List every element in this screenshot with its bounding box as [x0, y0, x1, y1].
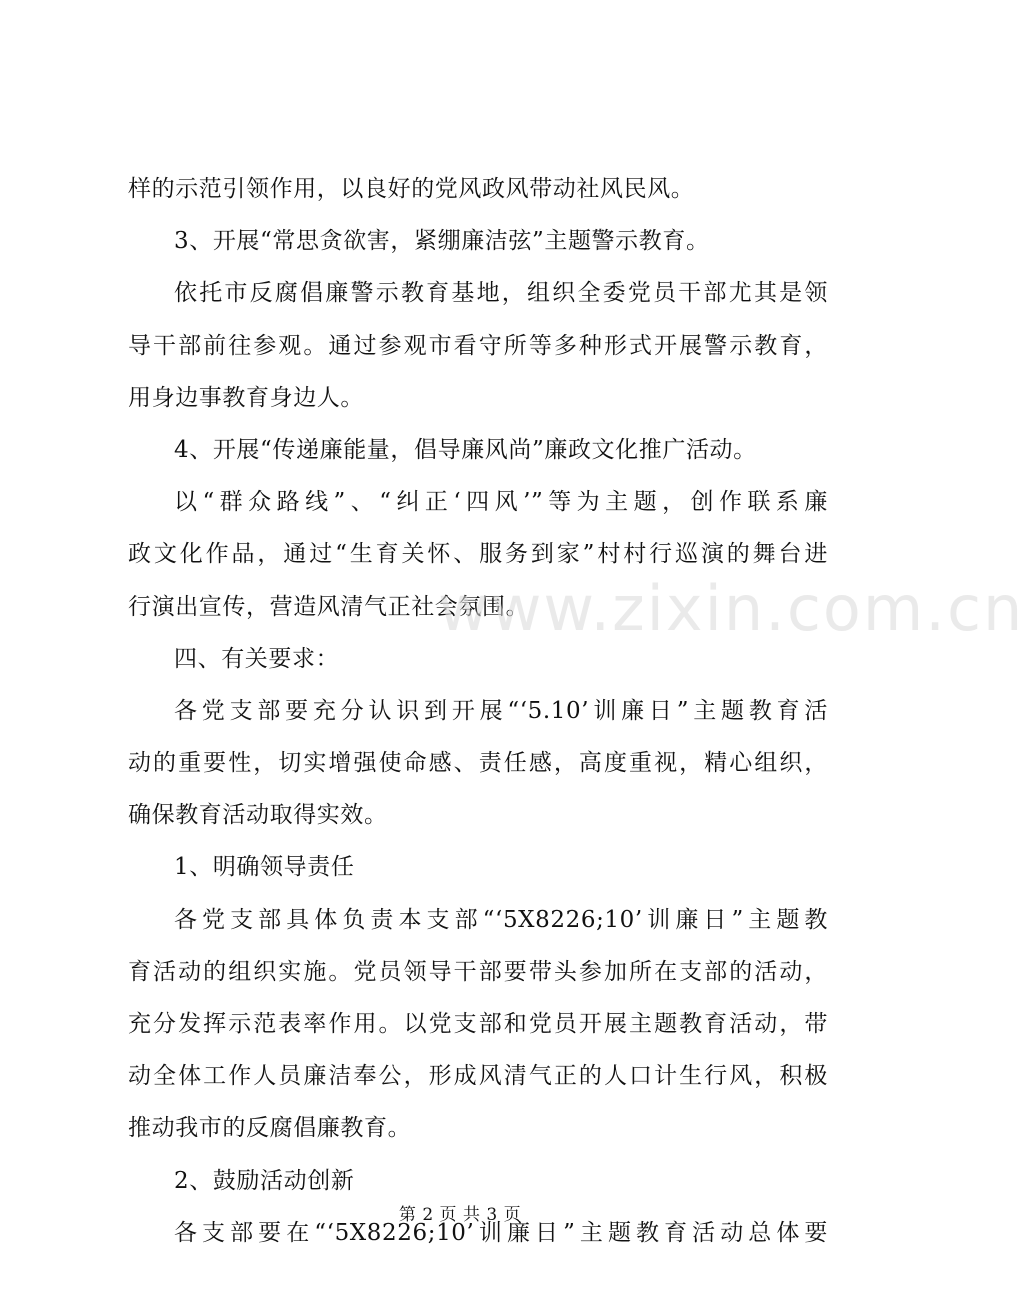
text-line: 导干部前往参观。通过参观市看守所等多种形式开展警示教育， [128, 332, 828, 359]
text-line: 政文化作品，通过“生育关怀、服务到家”村村行巡演的舞台进 [128, 541, 828, 568]
text-line: 推动我市的反腐倡廉教育。 [128, 1115, 412, 1142]
text-line: 各党支部具体负责本支部“‘5X8226;10’训廉日”主题教 [174, 906, 828, 933]
text-line: 用身边事教育身边人。 [128, 384, 364, 411]
text-line: 以“群众路线”、“纠正‘四风’”等为主题，创作联系廉 [174, 489, 828, 516]
text-line: 依托市反腐倡廉警示教育基地，组织全委党员干部尤其是领 [174, 280, 828, 307]
text-line: 四、有关要求： [174, 645, 340, 672]
text-line: 各支部要在“‘5X8226;10’训廉日”主题教育活动总体要 [174, 1219, 828, 1246]
text-line: 样的示范引领作用，以良好的党风政风带动社风民风。 [128, 176, 695, 202]
text-line: 动全体工作人员廉洁奉公，形成风清气正的人口计生行风，积极 [128, 1063, 828, 1090]
text-line: 充分发挥示范表率作用。以党支部和党员开展主题教育活动，带 [128, 1011, 828, 1037]
text-line: 4、开展“传递廉能量，倡导廉风尚”廉政文化推广活动。 [174, 436, 757, 463]
text-line: 2、鼓励活动创新 [174, 1167, 355, 1194]
text-line: 行演出宣传，营造风清气正社会氛围。 [128, 593, 530, 620]
text-line: 3、开展“常思贪欲害，紧绷廉洁弦”主题警示教育。 [174, 228, 710, 255]
text-line: 确保教育活动取得实效。 [128, 802, 388, 829]
text-line: 育活动的组织实施。党员领导干部要带头参加所在支部的活动， [128, 958, 828, 985]
text-line: 动的重要性，切实增强使命感、责任感，高度重视，精心组织， [128, 750, 828, 777]
page-footer: 第 2 页 共 3 页 [398, 1205, 522, 1225]
text-line: 1、明确领导责任 [174, 854, 355, 881]
watermark: www.zixin.com.cn [438, 572, 1024, 645]
document-body [128, 163, 828, 1259]
text-line: 各党支部要充分认识到开展“‘5.10’训廉日”主题教育活 [174, 697, 828, 724]
